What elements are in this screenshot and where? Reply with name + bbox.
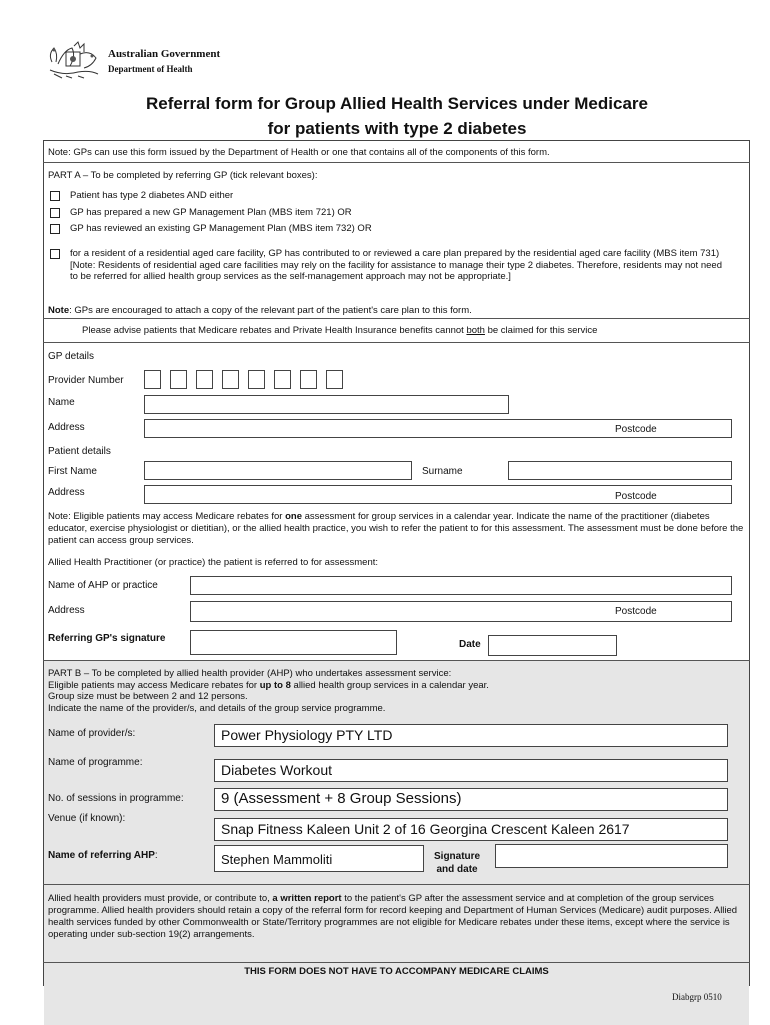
gp-postcode-label: Postcode — [615, 424, 657, 435]
patient-address-label: Address — [48, 487, 85, 498]
signature-label-line2: and date — [436, 864, 478, 875]
report-text-pre: Allied health providers must provide, or contribute to, — [48, 893, 273, 904]
care-plan-note-text: : GPs are encouraged to attach a copy of the relevant part of the patient's care plan to this form. — [69, 305, 472, 316]
part-b-eligibility-pre: Eligible patients may access Medicare rebates for — [48, 679, 260, 691]
provider-number-digit-box[interactable] — [222, 370, 239, 389]
provider-number-digit-box[interactable] — [326, 370, 343, 389]
eligibility-text-pre: Note: Eligible patients may access Medicare rebates for — [48, 511, 286, 522]
surname-label: Surname — [422, 466, 463, 477]
ahp-address-field[interactable] — [190, 601, 732, 622]
advise-text-underline: both — [466, 325, 485, 336]
care-plan-note — [48, 305, 472, 317]
sessions-field[interactable] — [214, 788, 728, 811]
provider-number-digit-box[interactable] — [300, 370, 317, 389]
patient-postcode-label: Postcode — [615, 491, 657, 502]
ahp-postcode-label: Postcode — [615, 606, 657, 617]
date-field[interactable] — [488, 635, 617, 656]
checkbox-aged-care[interactable] — [50, 249, 60, 259]
signature-date-label — [434, 850, 480, 876]
referring-ahp-value: Stephen Mammoliti — [221, 852, 333, 867]
eligibility-text-post: assessment for group services in a calendar year. Indicate the name of the practitioner (diabetes educator, exercise physiologist or dietitian), or the allied health practice, you wish to refer the patient to for this assessment. The assessment must be done before the patient can access group services. — [48, 511, 744, 546]
eligibility-text-bold: one — [285, 511, 302, 522]
government-name: Australian Government — [108, 48, 221, 60]
gp-name-label: Name — [48, 397, 75, 408]
checkbox-new-gp-plan[interactable] — [50, 208, 60, 218]
care-plan-note-bold: Note — [48, 305, 70, 316]
surname-field[interactable] — [508, 461, 732, 480]
sessions-value: 9 (Assessment + 8 Group Sessions) — [221, 790, 462, 807]
written-report-note — [48, 893, 744, 941]
department-name: Department of Health — [108, 64, 193, 74]
signature-label-line1: Signature — [434, 851, 481, 862]
provider-number-digit-box[interactable] — [274, 370, 291, 389]
part-b-group-size: Group size must be between 2 and 12 persons. — [48, 691, 248, 702]
provider-field[interactable] — [214, 724, 728, 747]
checkbox-type2-diabetes[interactable] — [50, 191, 60, 201]
check-label-type2-diabetes: Patient has type 2 diabetes AND either — [70, 190, 234, 201]
sessions-label: No. of sessions in programme: — [48, 793, 184, 804]
patient-address-field[interactable] — [144, 485, 732, 504]
part-b-eligibility — [48, 680, 748, 692]
date-label: Date — [459, 639, 481, 650]
referring-ahp-label-colon: : — [154, 850, 158, 861]
venue-field[interactable] — [214, 818, 728, 841]
venue-value: Snap Fitness Kaleen Unit 2 of 16 Georgina Crescent Kaleen 2617 — [221, 821, 630, 837]
provider-value: Power Physiology PTY LTD — [221, 727, 393, 743]
advise-text-pre: Please advise patients that Medicare rebates and Private Health Insurance benefits cannot — [82, 325, 467, 336]
referring-ahp-label-text: Name of referring AHP — [48, 850, 155, 861]
referring-ahp-field[interactable] — [214, 845, 424, 872]
ahp-name-field[interactable] — [190, 576, 732, 595]
ahp-intro: Allied Health Practitioner (or practice) the patient is referred to for assessment: — [48, 557, 379, 568]
programme-label: Name of programme: — [48, 757, 143, 768]
first-name-label: First Name — [48, 466, 97, 477]
report-text-post: to the patient's GP after the assessment service and at completion of the group services programme. Allied health providers should retain a copy of the referral form for record keeping and Department of Human Services (Medicare) audit purposes. Allied health services funded by other Commonwealth or State/Territory programmes are not eligible for Medicare rebates under these items, except where the service is operating under sub-section 19(2) arrangements. — [48, 893, 738, 940]
report-text-bold: a written report — [272, 893, 342, 904]
provider-number-digit-box[interactable] — [248, 370, 265, 389]
part-b-instruction: Indicate the name of the provider/s, and details of the group service programme. — [48, 702, 386, 714]
first-name-field[interactable] — [144, 461, 412, 480]
provider-number-label: Provider Number — [48, 375, 124, 386]
gp-address-field[interactable] — [144, 419, 732, 438]
eligibility-note — [48, 511, 748, 547]
gp-signature-label: Referring GP's signature — [48, 633, 166, 644]
form-code: Diabgrp 0510 — [672, 992, 722, 1002]
programme-field[interactable] — [214, 759, 728, 782]
ahp-address-label: Address — [48, 605, 85, 616]
form-title-line2: for patients with type 2 diabetes — [267, 119, 527, 138]
advise-patients-note — [82, 325, 597, 337]
venue-label: Venue (if known): — [48, 813, 126, 824]
provider-label: Name of provider/s: — [48, 728, 136, 739]
gp-signature-field[interactable] — [190, 630, 397, 655]
provider-number-digit-box[interactable] — [144, 370, 161, 389]
signature-date-field[interactable] — [495, 844, 728, 868]
patient-details-label: Patient details — [48, 446, 111, 457]
note-top: Note: GPs can use this form issued by the Department of Health or one that contains all of the components of this form. — [48, 147, 550, 158]
check-label-review-gp-plan: GP has reviewed an existing GP Management Plan (MBS item 732) OR — [70, 223, 372, 234]
ahp-name-label: Name of AHP or practice — [48, 580, 158, 591]
gp-name-field[interactable] — [144, 395, 509, 414]
claims-notice: THIS FORM DOES NOT HAVE TO ACCOMPANY MEDICARE CLAIMS — [244, 966, 549, 977]
gp-details-label: GP details — [48, 351, 94, 362]
programme-value: Diabetes Workout — [221, 762, 333, 778]
part-b-eligibility-post: allied health group services in a calendar year. — [290, 679, 489, 691]
part-b-eligibility-bold: up to 8 — [259, 679, 291, 691]
check-label-new-gp-plan: GP has prepared a new GP Management Plan (MBS item 721) OR — [70, 207, 352, 218]
checkbox-review-gp-plan[interactable] — [50, 224, 60, 234]
government-crest-logo — [44, 40, 102, 80]
provider-number-digit-box[interactable] — [196, 370, 213, 389]
part-b-intro — [48, 668, 748, 714]
part-b-heading: PART B – To be completed by allied health provider (AHP) who undertakes assessment service: — [48, 668, 452, 679]
gp-address-label: Address — [48, 422, 85, 433]
check-label-aged-care: for a resident of a residential aged care facility, GP has contributed to or reviewed a care plan prepared by the residential aged care facility (MBS item 731) [Note: Residents of residential aged care facilities may rely on the facility for assistance to manage their type 2 diabetes. Therefore, residents may not need to be referred for allied health group services as the self-management approach may not be appropriate.] — [70, 248, 722, 282]
provider-number-digit-box[interactable] — [170, 370, 187, 389]
form-title-line1: Referral form for Group Allied Health Services under Medicare — [146, 94, 648, 113]
referring-ahp-label — [48, 850, 158, 862]
advise-text-post: be claimed for this service — [484, 325, 598, 336]
part-a-heading: PART A – To be completed by referring GP (tick relevant boxes): — [48, 170, 318, 181]
